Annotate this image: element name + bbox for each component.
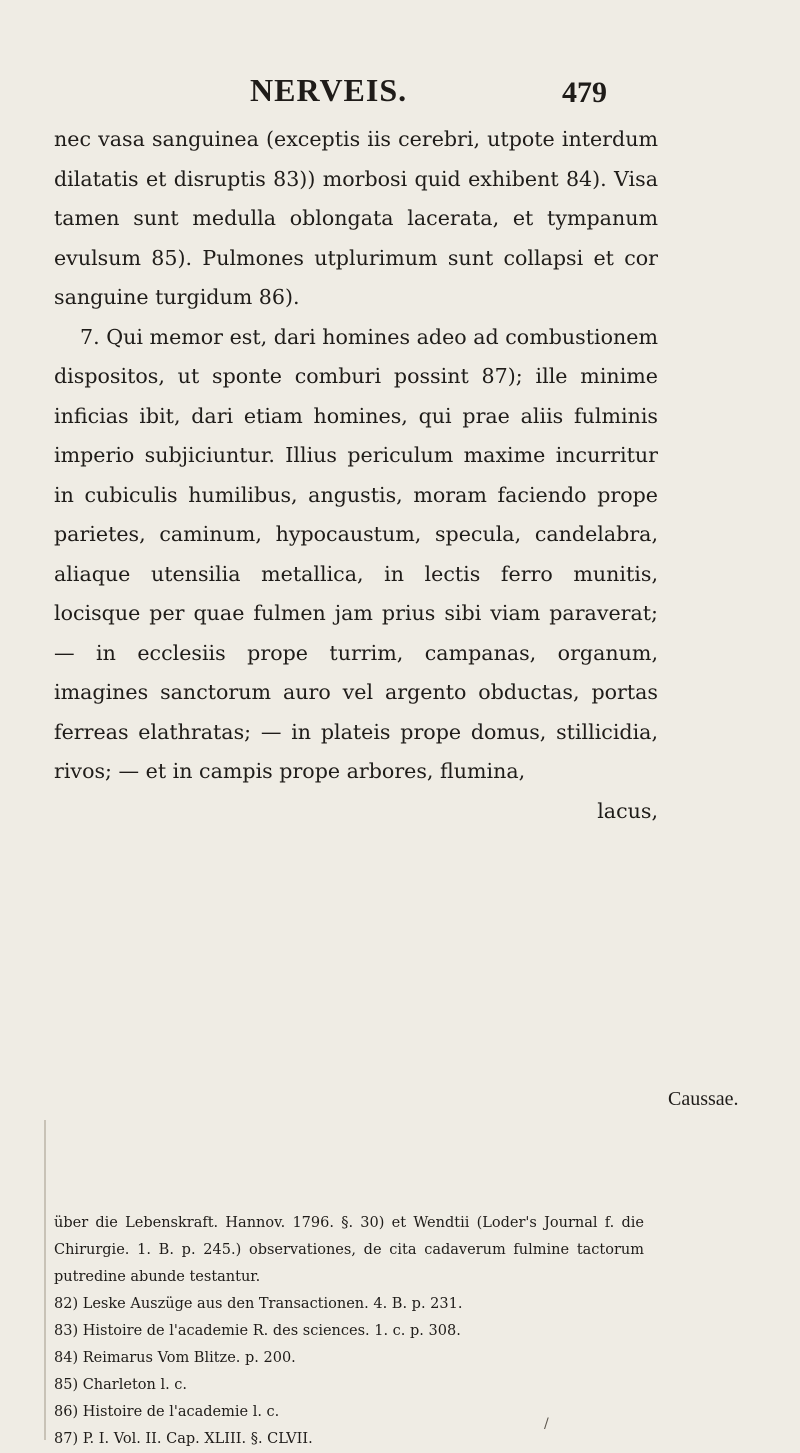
margin-note: Caussae. (668, 1088, 739, 1110)
left-rule (44, 1120, 46, 1440)
paragraph-1: nec vasa sanguinea (exceptis iis cerebri, utpote interdum dilatatis et disruptis 83)) morbosi quid exhibent 84). Visa tamen sunt medulla oblongata lacerata, et tympanum evulsum 85). Pulmones utplurimum sunt collapsi et cor sanguine turgidum 86). (54, 127, 658, 309)
footnotes (54, 1210, 644, 1453)
page-header (0, 72, 800, 112)
running-head: NERVEIS. (250, 72, 408, 108)
catchword: lacus, (597, 798, 658, 823)
footnote: 85) Charleton l. c. (54, 1377, 188, 1393)
footnote: 87) P. I. Vol. II. Cap. XLIII. §. CLVII. (54, 1431, 313, 1447)
stray-mark: / (544, 1416, 549, 1432)
footnote-continuation: über die Lebenskraft. Hannov. 1796. §. 30) et Wendtii (Loder's Journal f. die Chirurgie. 1. B. p. 245.) observationes, de cita cadaverum fulmine tactorum putredine abunde testantur. (54, 1215, 644, 1285)
footnote: 83) Histoire de l'academie R. des sciences. 1. c. p. 308. (54, 1323, 461, 1339)
footnote: 86) Histoire de l'academie l. c. (54, 1404, 280, 1420)
page-number: 479 (562, 76, 607, 109)
body-text (54, 120, 658, 831)
footnote: 84) Reimarus Vom Blitze. p. 200. (54, 1350, 296, 1366)
paragraph-2: 7. Qui memor est, dari homines adeo ad combustionem dispositos, ut sponte comburi possint 87); ille minime inficias ibit, dari etiam homines, qui prae aliis fulminis imperio subjiciuntur. Illius periculum maxime incurritur in cubiculis humilibus, angustis, moram faciendo prope parietes, caminum, hypocaustum, specula, candelabra, aliaque utensilia metallica, in lectis ferro munitis, locisque per quae fulmen jam prius sibi viam paraverat; — in ecclesiis prope turrim, campanas, organum, imagines sanctorum auro vel argento obductas, portas ferreas elathratas; — in plateis prope domus, stillicidia, rivos; — et in campis prope arbores, flumina, (54, 324, 658, 783)
footnote: 82) Leske Auszüge aus den Transactionen. 4. B. p. 231. (54, 1296, 463, 1312)
